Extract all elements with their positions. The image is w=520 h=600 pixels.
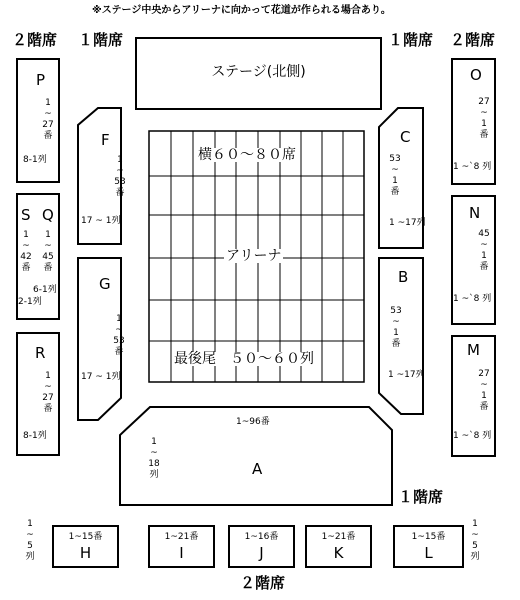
- block-j-letter: J: [259, 544, 264, 562]
- block-b-rows: 1 ~17列: [388, 370, 425, 380]
- block-l-numbers: 1~15番: [411, 532, 446, 542]
- block-g-letter: G: [99, 275, 111, 293]
- block-g-rows: 17 ~ 1列: [81, 372, 121, 382]
- block-p-numbers: 1 ~ 27 番: [42, 98, 54, 141]
- floor-label-bottom-1f: １階席: [398, 488, 444, 506]
- block-o-letter: O: [470, 66, 482, 84]
- block-m-letter: M: [467, 341, 480, 359]
- floor-label-right-2f: ２階席: [450, 31, 496, 49]
- block-n-letter: N: [469, 204, 481, 222]
- arena-bottom-text: 最後尾 ５０～６０列: [174, 351, 314, 367]
- block-l-letter: L: [424, 544, 433, 562]
- block-o-numbers: 27 ~ 1 番: [478, 97, 490, 140]
- block-g-numbers: 1 ~ 53 番: [113, 314, 125, 357]
- block-i-numbers: 1~21番: [164, 532, 199, 542]
- block-j-numbers: 1~16番: [244, 532, 279, 542]
- block-c-letter: C: [400, 128, 411, 146]
- block-b-numbers: 53 ~ 1 番: [390, 306, 402, 349]
- block-f-numbers: 1 ~ 53 番: [114, 155, 126, 198]
- floor-label-bottom-2f: ２階席: [240, 574, 286, 592]
- block-c-rows: 1 ~17列: [389, 218, 426, 228]
- bottom-right-rows: 1 ~ 5 列: [470, 519, 480, 562]
- block-b-letter: B: [398, 268, 409, 286]
- block-n-rows: 1 ~`8 列: [453, 294, 492, 304]
- block-p-letter: P: [36, 71, 46, 89]
- floor-label-right-1f: １階席: [388, 31, 434, 49]
- block-r-numbers: 1 ~ 27 番: [42, 371, 54, 414]
- block-h-letter: H: [79, 544, 92, 562]
- block-r-rows: 8-1列: [23, 431, 47, 441]
- block-q-letter: Q: [42, 206, 54, 224]
- block-n-numbers: 45 ~ 1 番: [478, 229, 490, 272]
- floor-label-left-1f: １階席: [78, 31, 124, 49]
- block-r-letter: R: [35, 344, 46, 362]
- block-a-letter: A: [252, 460, 263, 478]
- stage-label: ステージ(北側): [211, 64, 306, 80]
- block-a-top: 1~96番: [236, 417, 270, 427]
- block-m-numbers: 27 ~ 1 番: [478, 369, 490, 412]
- block-h-numbers: 1~15番: [68, 532, 103, 542]
- block-k-letter: K: [333, 544, 344, 562]
- block-k-numbers: 1~21番: [321, 532, 356, 542]
- block-sq-rows-1: 6-1列: [33, 285, 57, 295]
- block-sq-rows-2: 2-1列: [18, 297, 42, 307]
- block-s-letter: S: [21, 206, 31, 224]
- block-a-rows: 1 ~ 18 列: [148, 437, 160, 480]
- block-i-letter: I: [179, 544, 184, 562]
- block-o-rows: 1 ~`8 列: [453, 162, 492, 172]
- block-s-numbers: 1 ~ 42 番: [20, 230, 32, 273]
- arena-center-text: アリーナ: [226, 248, 282, 264]
- block-f-rows: 17 ~ 1列: [81, 216, 121, 226]
- block-m-rows: 1 ~`8 列: [453, 431, 492, 441]
- block-f-letter: F: [101, 131, 110, 149]
- note-text: ※ステージ中央からアリーナに向かって花道が作られる場合あり。: [92, 5, 391, 16]
- floor-label-left-2f: ２階席: [12, 31, 58, 49]
- bottom-left-rows: 1 ~ 5 列: [25, 519, 35, 562]
- arena-top-text: 横６０～８０席: [198, 147, 296, 163]
- block-c-numbers: 53 ~ 1 番: [389, 154, 401, 197]
- block-q-numbers: 1 ~ 45 番: [42, 230, 54, 273]
- block-p-rows: 8-1列: [23, 155, 47, 165]
